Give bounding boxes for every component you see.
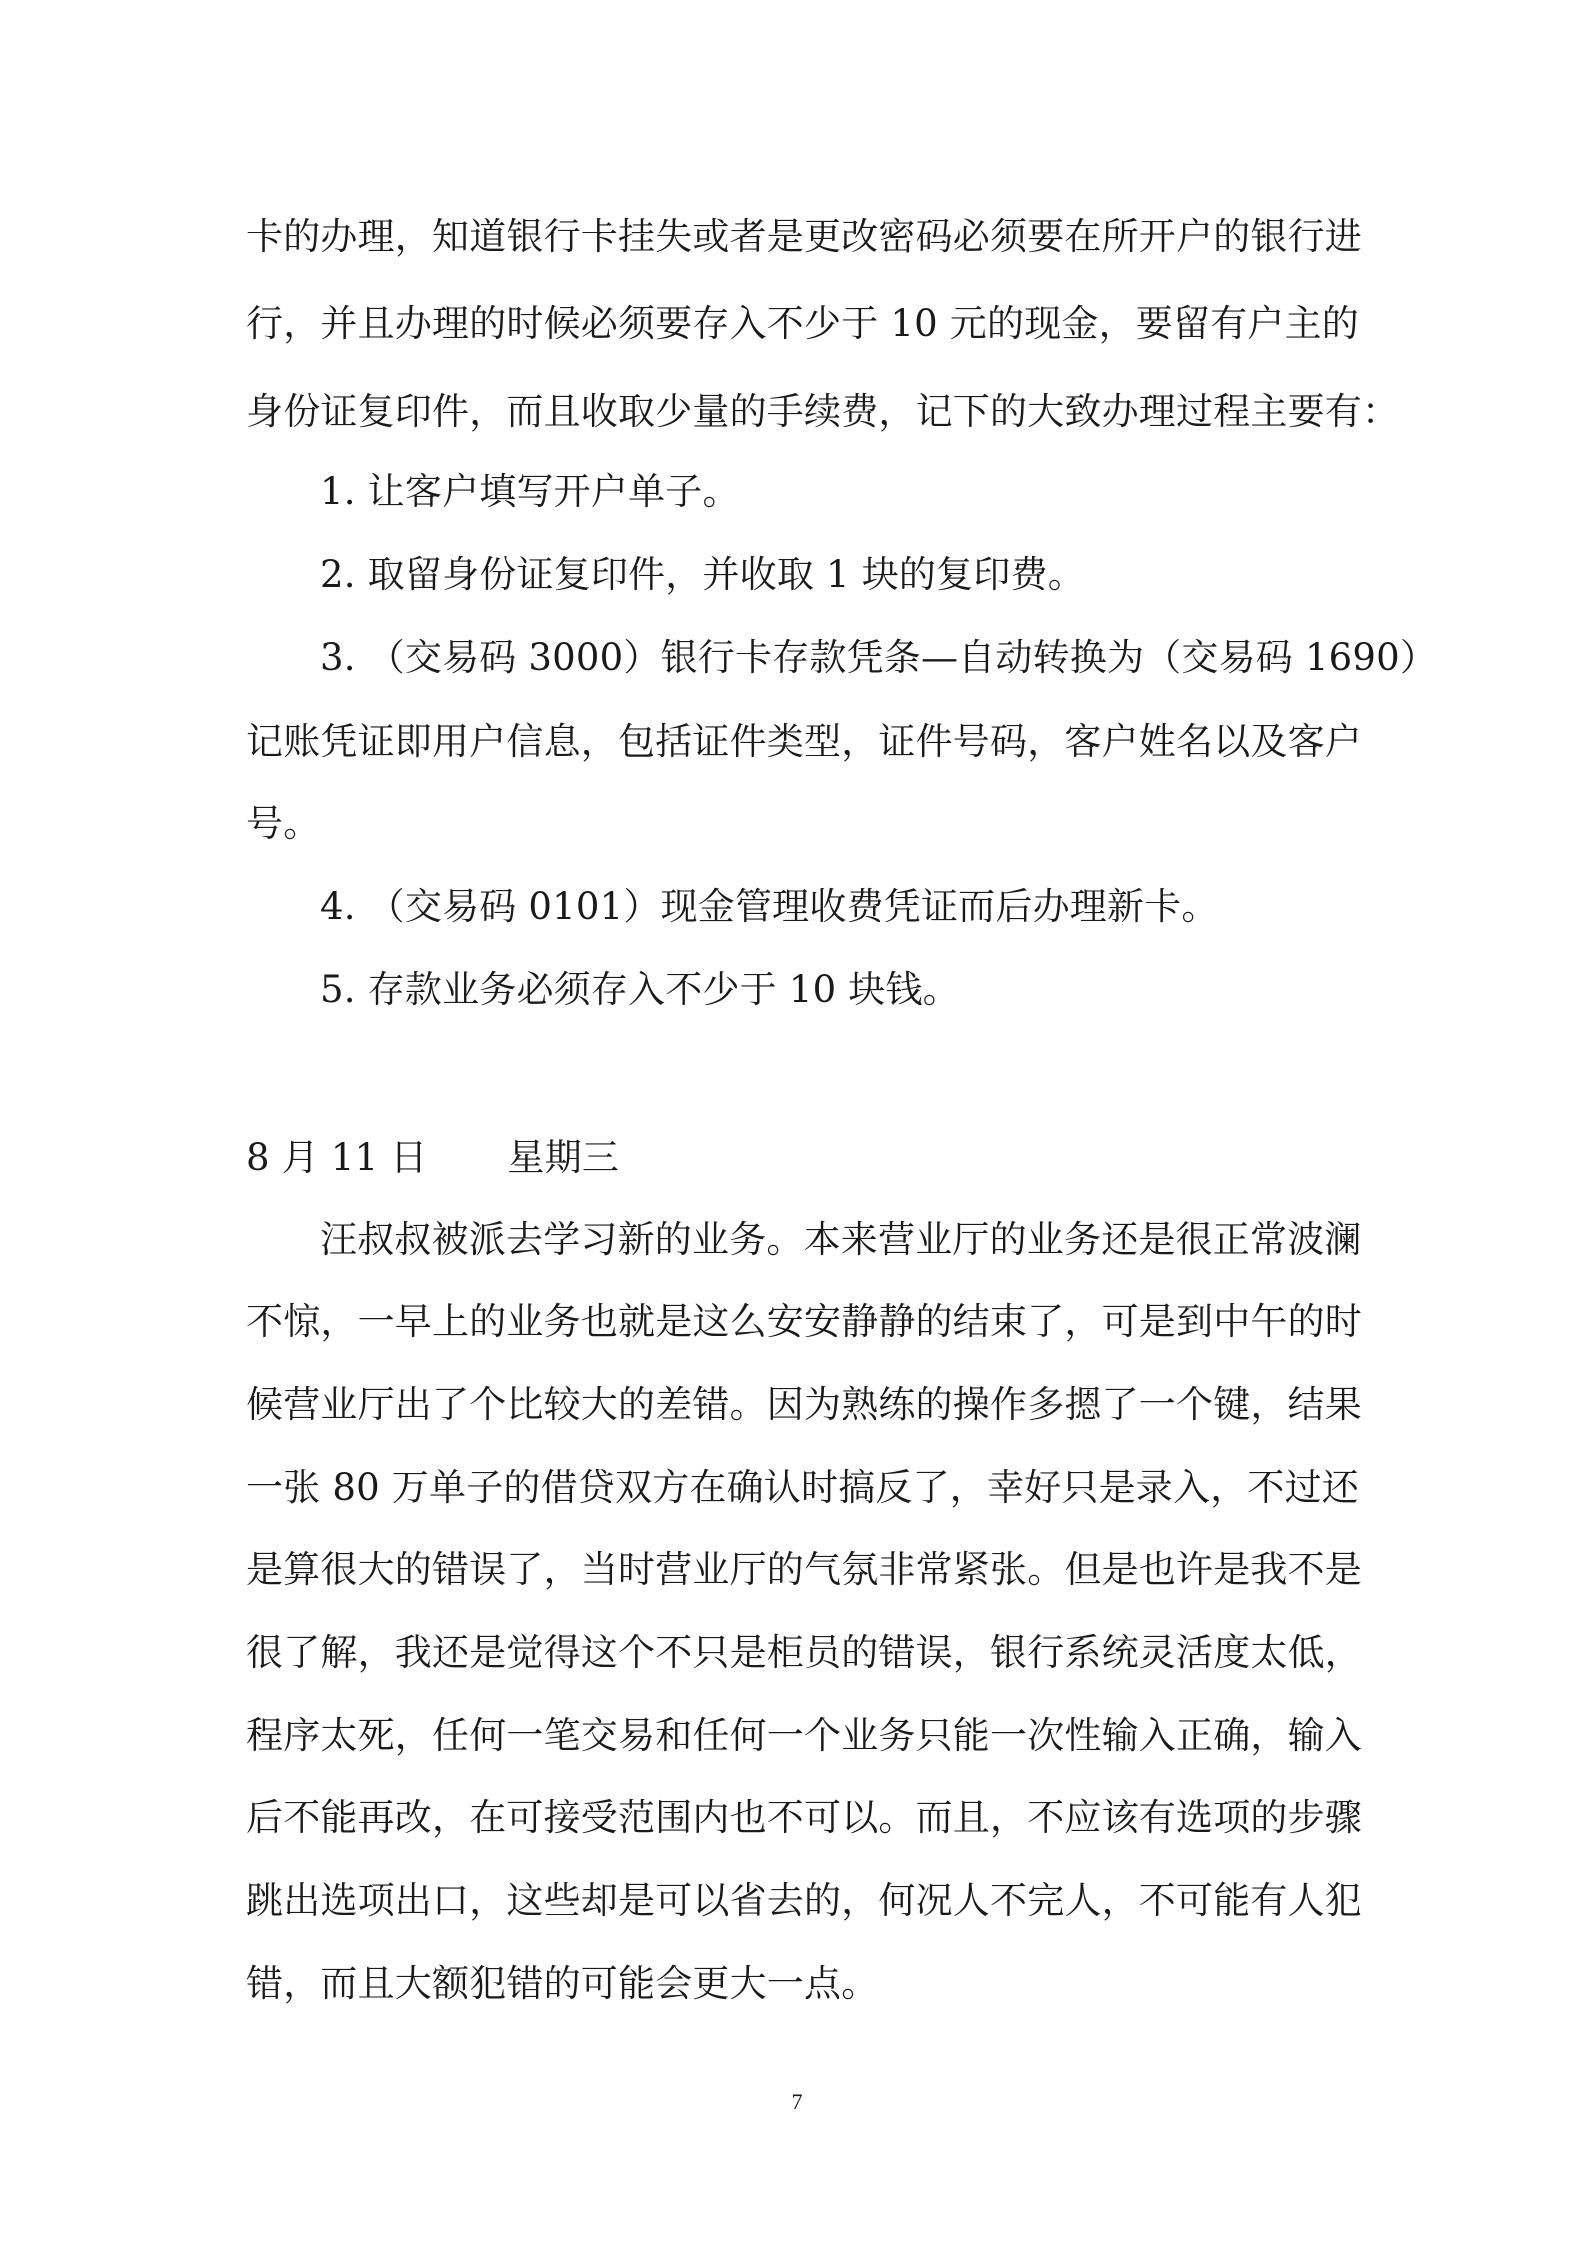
paragraph-line: 后不能再改，在可接受范围内也不可以。而且，不应该有选项的步骤 bbox=[246, 1796, 1362, 1839]
list-item: 3. （交易码 3000）银行卡存款凭条—自动转换为（交易码 1690） bbox=[320, 636, 1438, 679]
list-item: 2. 取留身份证复印件，并收取 1 块的复印费。 bbox=[320, 553, 1085, 596]
page-number: 7 bbox=[791, 2089, 803, 2114]
paragraph-line: 程序太死，任何一笔交易和任何一个业务只能一次性输入正确，输入 bbox=[246, 1714, 1362, 1757]
list-item: 1. 让客户填写开户单子。 bbox=[320, 470, 740, 513]
paragraph-line: 很了解，我还是觉得这个不只是柜员的错误，银行系统灵活度太低， bbox=[246, 1631, 1362, 1674]
date-text: 8 月 11 日 bbox=[246, 1136, 428, 1179]
paragraph-line: 行，并且办理的时候必须要存入不少于 10 元的现金，要留有户主的 bbox=[246, 302, 1360, 345]
list-item-continuation: 号。 bbox=[246, 802, 321, 845]
paragraph-line: 跳出选项出口，这些却是可以省去的，何况人不完人，不可能有人犯 bbox=[246, 1879, 1362, 1922]
paragraph-line: 是算很大的错误了，当时营业厅的气氛非常紧张。但是也许是我不是 bbox=[246, 1548, 1362, 1591]
list-item: 4. （交易码 0101）现金管理收费凭证而后办理新卡。 bbox=[320, 885, 1219, 928]
paragraph-line: 一张 80 万单子的借贷双方在确认时搞反了，幸好只是录入，不过还 bbox=[246, 1466, 1360, 1509]
paragraph-line: 候营业厅出了个比较大的差错。因为熟练的操作多摁了一个键，结果 bbox=[246, 1383, 1362, 1426]
list-item-continuation: 记账凭证即用户信息，包括证件类型，证件号码，客户姓名以及客户 bbox=[246, 720, 1362, 763]
weekday-text: 星期三 bbox=[507, 1136, 620, 1179]
paragraph-line: 卡的办理，知道银行卡挂失或者是更改密码必须要在所开户的银行进 bbox=[246, 215, 1362, 258]
paragraph-line: 错，而且大额犯错的可能会更大一点。 bbox=[246, 1962, 879, 2005]
paragraph-line: 不惊，一早上的业务也就是这么安安静静的结束了，可是到中午的时 bbox=[246, 1300, 1362, 1343]
list-item: 5. 存款业务必须存入不少于 10 块钱。 bbox=[320, 968, 960, 1011]
date-heading bbox=[246, 1134, 1356, 1182]
paragraph-line: 汪叔叔被派去学习新的业务。本来营业厅的业务还是很正常波澜 bbox=[320, 1218, 1362, 1261]
paragraph-line: 身份证复印件，而且收取少量的手续费，记下的大致办理过程主要有： bbox=[246, 390, 1400, 433]
